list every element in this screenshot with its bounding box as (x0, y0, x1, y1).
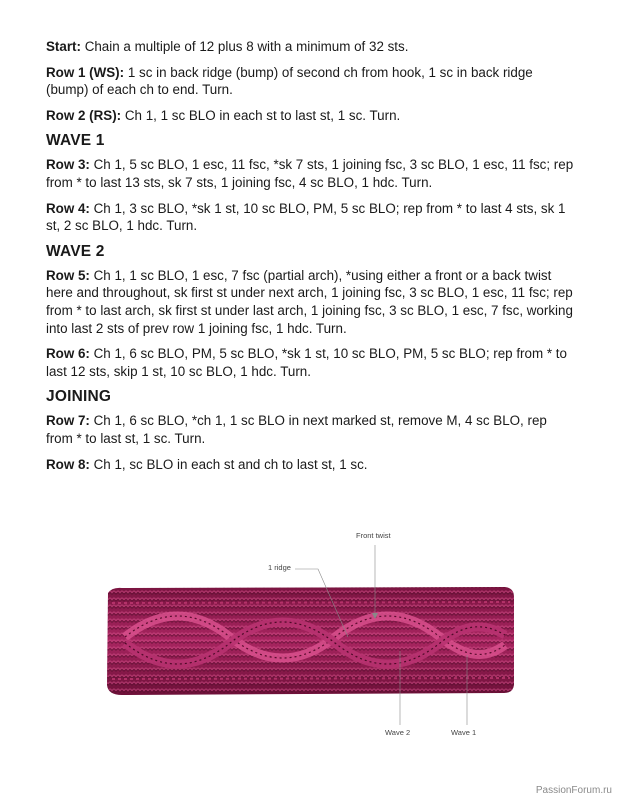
row-text: Ch 1, 1 sc BLO, 1 esc, 7 fsc (partial arch), *using either a front or a back twist here and throughout, sk first st under next arch, 1 joining fsc, 3 sc BLO, 1 esc, 11 fsc; rep from * to last arch, sk first st under last arch, 1 joining fsc, 3 sc BLO, 1 esc, 7 fsc, working into last 2 sts of prev row 1 joining fsc, 1 hdc. Turn. (46, 267, 573, 336)
row-start (46, 38, 576, 56)
row-3 (46, 156, 576, 191)
row-text: Chain a multiple of 12 plus 8 with a minimum of 32 sts. (80, 39, 409, 54)
row-label: Row 7: (46, 413, 90, 429)
row-label: Start: (46, 39, 81, 54)
row-6 (46, 345, 576, 380)
row-label: Row 1 (WS): (46, 64, 125, 80)
row-8 (46, 456, 576, 474)
row-text: Ch 1, 5 sc BLO, 1 esc, 11 fsc, *sk 7 sts, 1 joining fsc, 3 sc BLO, 1 esc, 11 fsc; rep from * to last 13 sts, sk 7 sts, 1 joining fsc, 4 sc BLO, 1 hdc. Turn. (46, 157, 574, 190)
row-label: Row 8: (46, 456, 90, 472)
row-label: Row 4: (46, 200, 90, 216)
row-5 (46, 267, 576, 337)
row-7 (46, 412, 576, 447)
row-label: Row 3: (46, 157, 90, 173)
row-1 (46, 64, 576, 99)
row-label: Row 6: (46, 346, 90, 362)
row-text: Ch 1, 3 sc BLO, *sk 1 st, 10 sc BLO, PM, 5 sc BLO; rep from * to last 4 sts, sk 1 st, 2 sc BLO, 1 hdc. Turn. (46, 200, 566, 234)
row-label: Row 2 (RS): (46, 107, 122, 123)
label-front-twist: Front twist (356, 531, 391, 540)
row-text: Ch 1, 6 sc BLO, PM, 5 sc BLO, *sk 1 st, 10 sc BLO, PM, 5 sc BLO; rep from * to last 12 sts, skip 1 st, 10 sc BLO, 1 hdc. Turn. (46, 346, 567, 379)
swatch-illustration (100, 525, 530, 745)
row-4 (46, 200, 576, 235)
heading-wave-1: WAVE 1 (46, 132, 105, 150)
row-text: Ch 1, sc BLO in each st and ch to last st, 1 sc. (89, 456, 368, 472)
label-wave-1: Wave 1 (451, 728, 477, 737)
pattern-text (46, 38, 576, 481)
watermark: PassionForum.ru (535, 785, 612, 796)
heading-wave-2: WAVE 2 (46, 242, 105, 260)
heading-joining: JOINING (46, 388, 112, 406)
row-2 (46, 107, 576, 125)
row-text: Ch 1, 6 sc BLO, *ch 1, 1 sc BLO in next marked st, remove M, 4 sc BLO, rep from * to last st, 1 sc. Turn. (46, 413, 547, 446)
label-1-ridge: 1 ridge (268, 563, 291, 572)
row-text: Ch 1, 1 sc BLO in each st to last st, 1 sc. Turn. (121, 107, 401, 123)
crochet-swatch-figure (100, 525, 530, 745)
row-label: Row 5: (46, 267, 90, 283)
label-wave-2: Wave 2 (385, 728, 411, 737)
row-text: 1 sc in back ridge (bump) of second ch from hook, 1 sc in back ridge (bump) of each ch to end. Turn. (46, 64, 533, 98)
